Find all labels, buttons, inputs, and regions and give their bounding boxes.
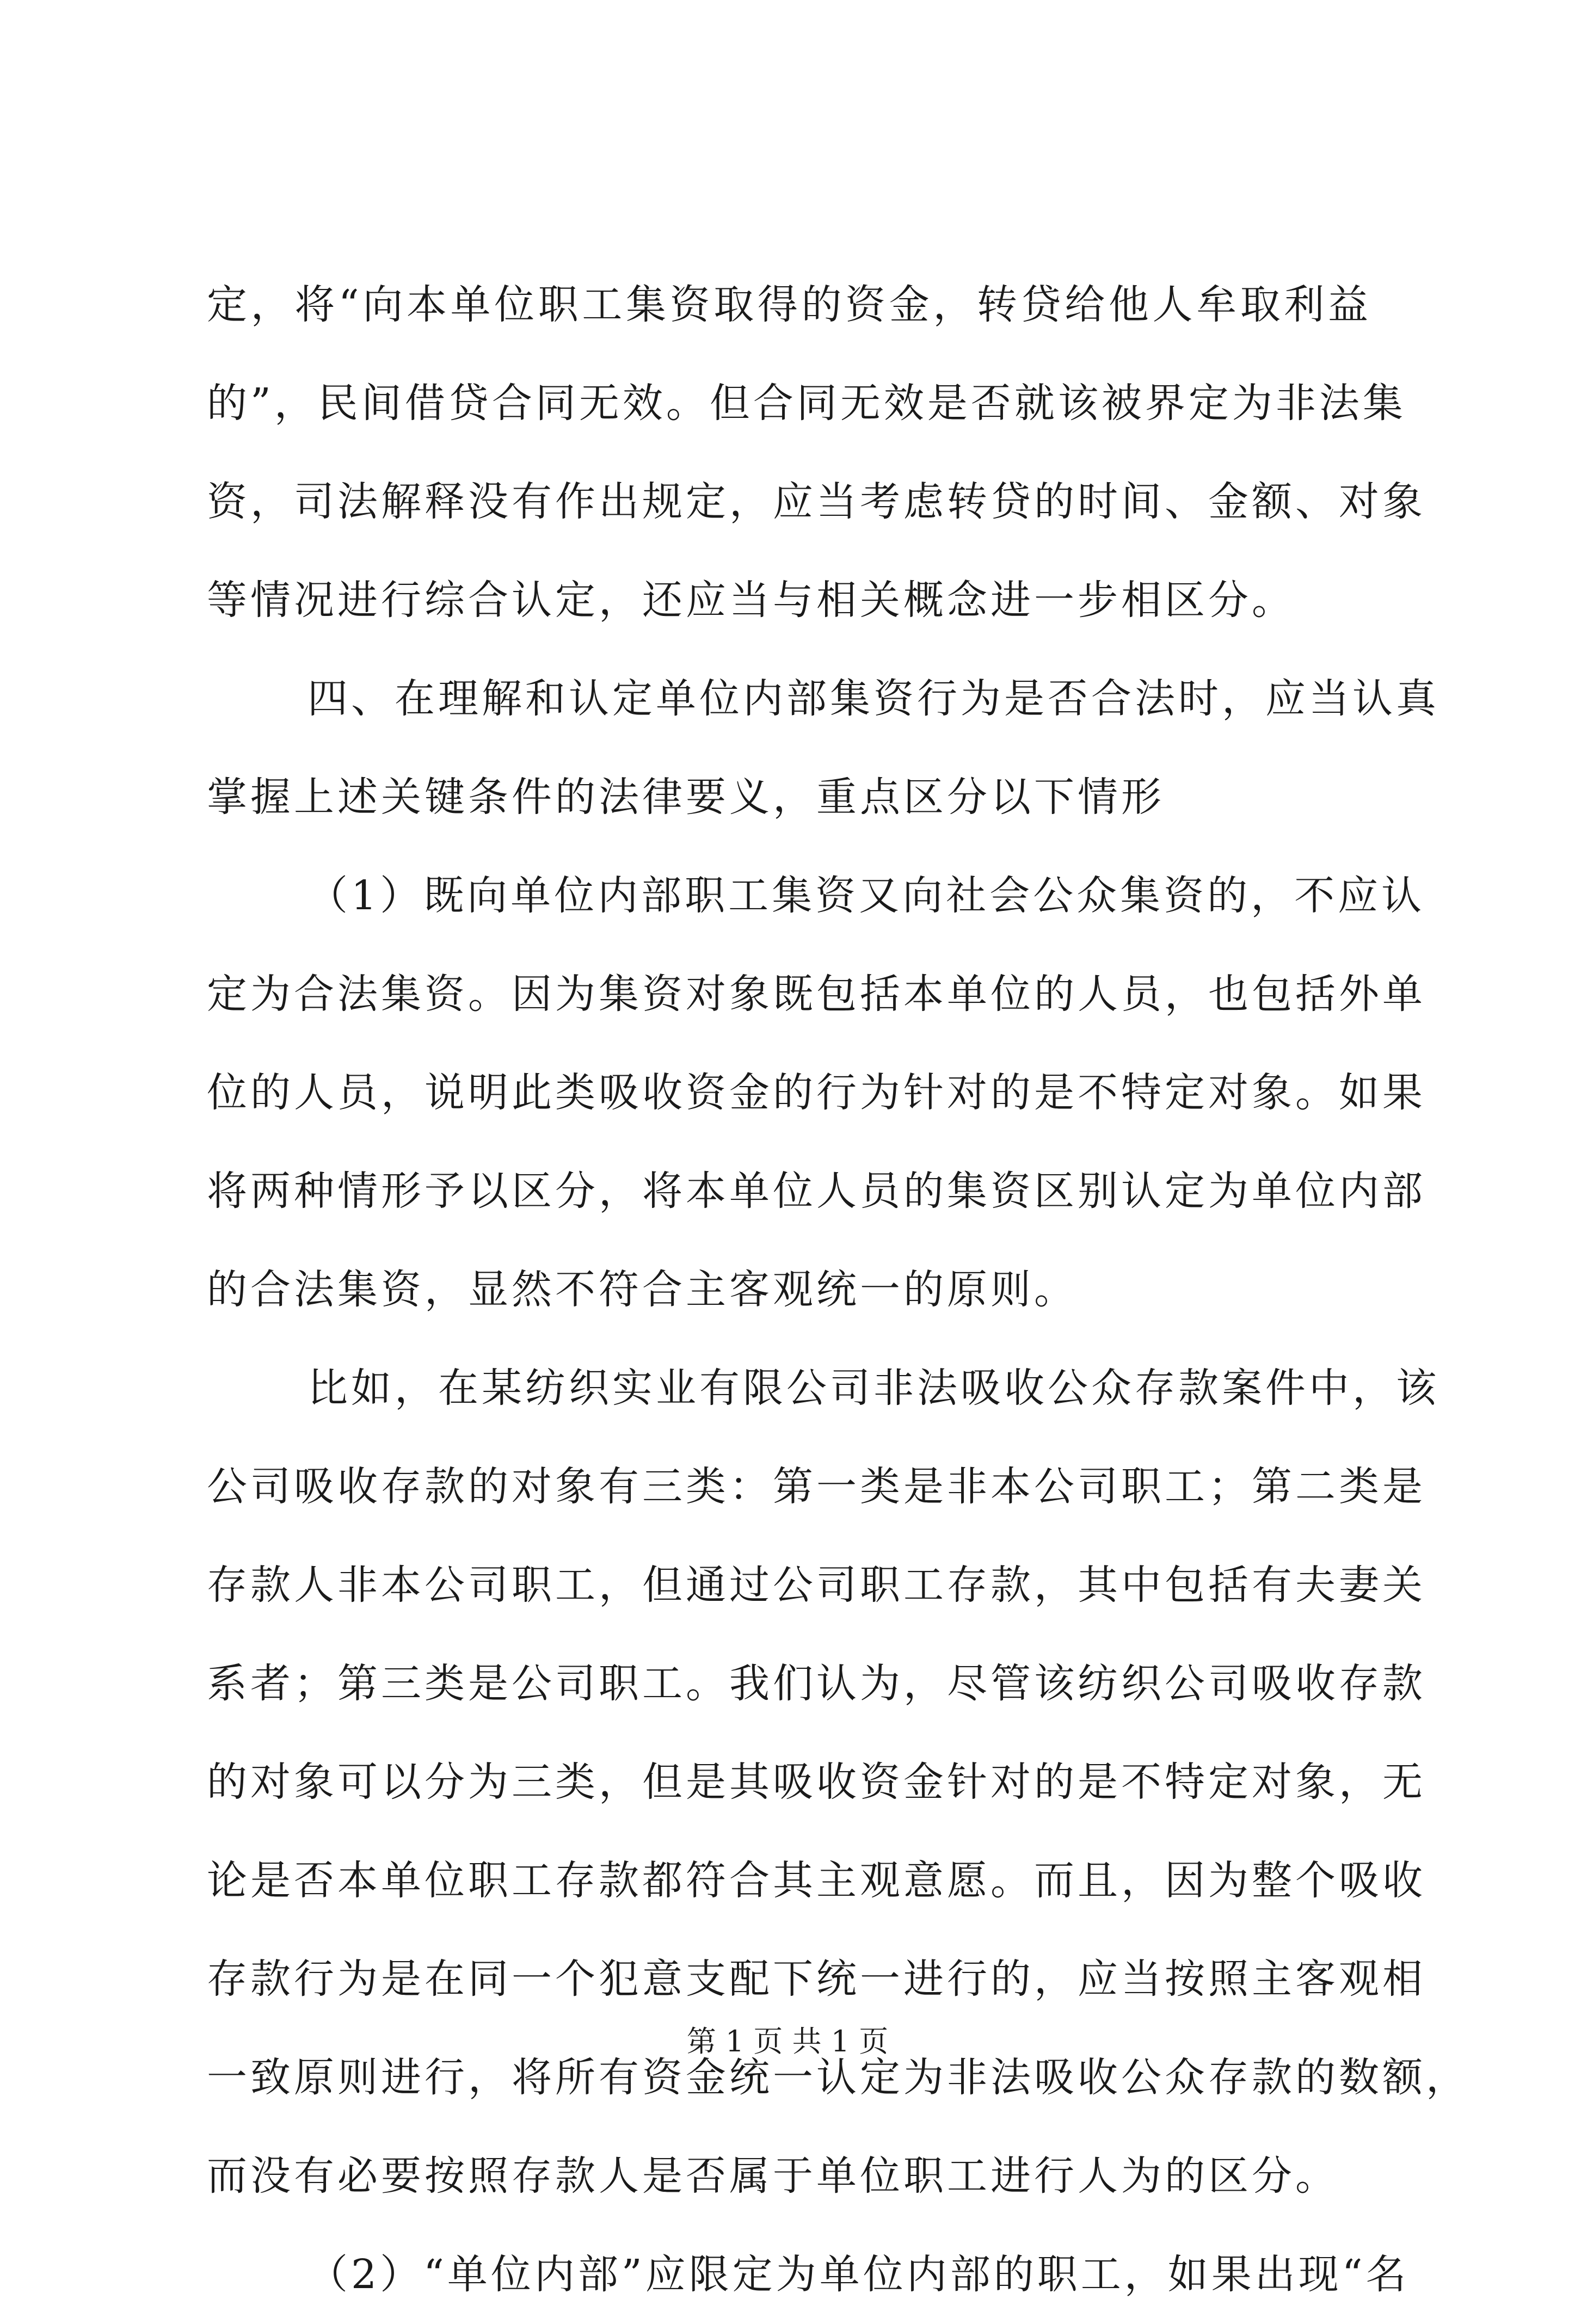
- text-line: 存款行为是在同一个犯意支配下统一进行的，应当按照主客观相: [207, 1956, 1426, 2002]
- text-line: 公司吸收存款的对象有三类：第一类是非本公司职工；第二类是: [207, 1463, 1426, 1510]
- page-number-footer: 第 1 页 共 1 页: [686, 2024, 889, 2058]
- text-line: 掌握上述关键条件的法律要义，重点区分以下情形: [207, 774, 1165, 821]
- text-line: 的”，民间借贷合同无效。但合同无效是否就该被界定为非法集: [207, 380, 1406, 427]
- text-line: 而没有必要按照存款人是否属于单位职工进行人为的区分。: [207, 2153, 1339, 2199]
- text-line: 定，将“向本单位职工集资取得的资金，转贷给他人牟取利益: [207, 281, 1371, 328]
- text-line: 等情况进行综合认定，还应当与相关概念进一步相区分。: [207, 577, 1295, 624]
- text-line: 资，司法解释没有作出规定，应当考虑转贷的时间、金额、对象: [207, 478, 1426, 525]
- text-line: 定为合法集资。因为集资对象既包括本单位的人员，也包括外单: [207, 971, 1426, 1018]
- text-line: 的合法集资，显然不符合主客观统一的原则。: [207, 1266, 1078, 1313]
- text-line: 位的人员，说明此类吸收资金的行为针对的是不特定对象。如果: [207, 1069, 1426, 1116]
- text-line: 系者；第三类是公司职工。我们认为，尽管该纺织公司吸收存款: [207, 1660, 1426, 1707]
- text-line: 将两种情形予以区分，将本单位人员的集资区别认定为单位内部: [207, 1168, 1426, 1215]
- body-text: [207, 256, 1469, 2324]
- text-line: 的对象可以分为三类，但是其吸收资金针对的是不特定对象，无: [207, 1759, 1426, 1805]
- text-line: （2）“单位内部”应限定为单位内部的职工，如果出现“名: [307, 2251, 1410, 2298]
- text-line: 一致原则进行，将所有资金统一认定为非法吸收公众存款的数额，: [207, 2054, 1469, 2101]
- text-line: 存款人非本公司职工，但通过公司职工存款，其中包括有夫妻关: [207, 1562, 1426, 1608]
- text-line: 论是否本单位职工存款都符合其主观意愿。而且，因为整个吸收: [207, 1857, 1426, 1904]
- text-line: （1）既向单位内部职工集资又向社会公众集资的，不应认: [307, 872, 1425, 919]
- text-line: 比如，在某纺织实业有限公司非法吸收公众存款案件中，该: [307, 1365, 1439, 1411]
- text-line: 四、在理解和认定单位内部集资行为是否合法时，应当认真: [307, 675, 1439, 722]
